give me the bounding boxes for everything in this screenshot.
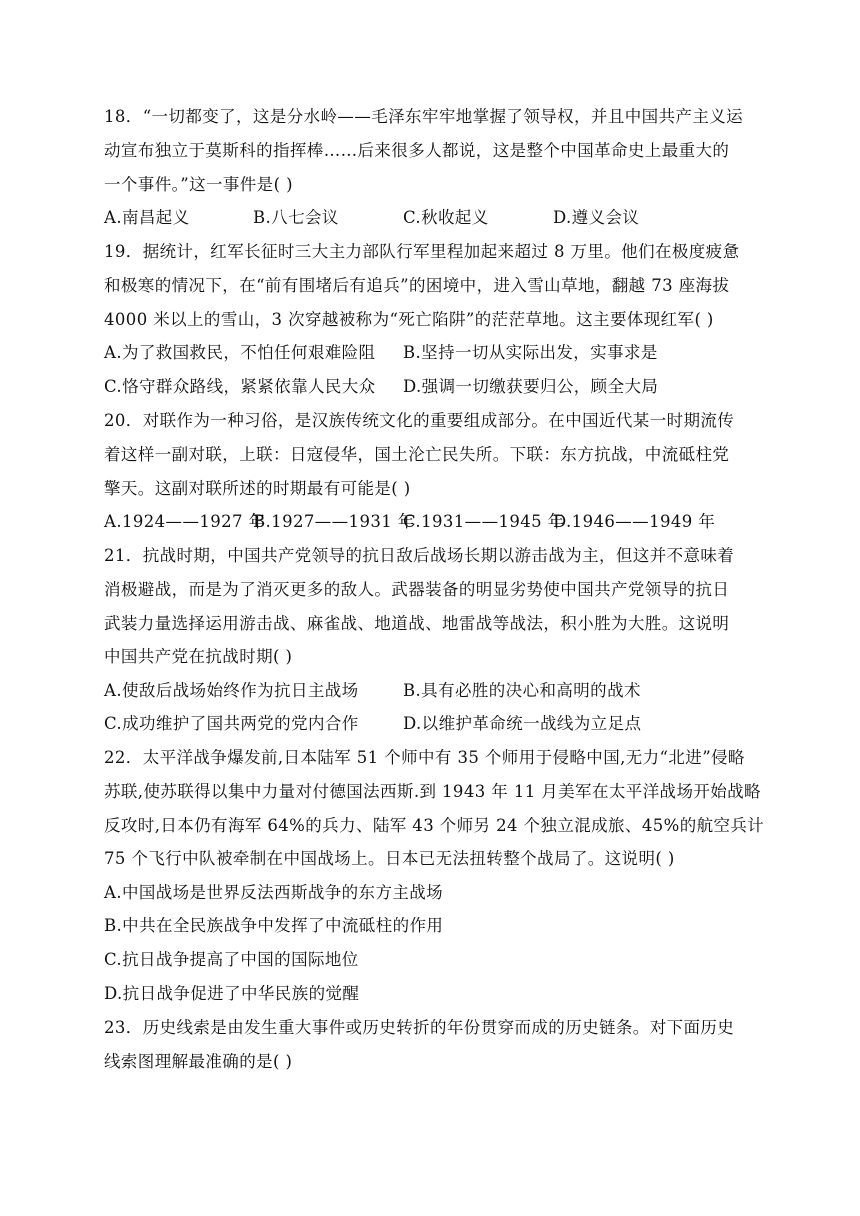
option-d[interactable]: D.抗日战争促进了中华民族的觉醒 <box>104 984 360 1003</box>
option-a[interactable]: A.1924——1927 年 <box>104 512 266 531</box>
option-b[interactable]: B.八七会议 <box>253 208 339 227</box>
question-text-line: 20．对联作为一种习俗，是汉族传统文化的重要组成部分。在中国近代某一时期流传 <box>104 411 735 430</box>
option-b[interactable]: B.坚持一切从实际出发，实事求是 <box>403 343 658 362</box>
option-b[interactable]: B.具有必胜的决心和高明的战术 <box>403 681 641 700</box>
question-text-line: 和极寒的情况下，在“前有围堵后有追兵”的困境中，进入雪山草地，翻越 73 座海拔 <box>104 276 730 295</box>
question-text-line: 22．太平洋战争爆发前,日本陆军 51 个师中有 35 个师用于侵略中国,无力“北进”侵略 <box>104 748 745 767</box>
question-text-line: 消极避战，而是为了消灭更多的敌人。武器装备的明显劣势使中国共产党领导的抗日 <box>104 580 730 599</box>
question-text-line: 反攻时,日本仍有海军 64%的兵力、陆军 43 个师另 24 个独立混成旅、45%的航空兵计 <box>104 816 765 835</box>
question-text-line: 中国共产党在抗战时期( ) <box>104 647 293 666</box>
option-d[interactable]: D.强调一切缴获要归公，顾全大局 <box>403 377 659 396</box>
question-text-line: 擎天。这副对联所述的时期最有可能是( ) <box>104 479 411 498</box>
option-a[interactable]: A.为了救国救民，不怕任何艰难险阻 <box>104 343 376 362</box>
question-text-line: 动宣布独立于莫斯科的指挥棒……后来很多人都说，这是整个中国革命史上最重大的 <box>104 141 730 160</box>
question-text-line: 75 个飞行中队被牵制在中国战场上。日本已无法扭转整个战局了。这说明( ) <box>104 849 675 868</box>
option-d[interactable]: D.遵义会议 <box>553 208 640 227</box>
option-c[interactable]: C.成功维护了国共两党的党内合作 <box>104 714 359 733</box>
question-text-line: 19．据统计，红军长征时三大主力部队行军里程加起来超过 8 万里。他们在极度疲惫 <box>104 242 740 261</box>
question-text-line: 4000 米以上的雪山，3 次穿越被称为“死亡陷阱”的茫茫草地。这主要体现红军( ) <box>104 310 714 329</box>
question-text-line: 线索图理解最准确的是( ) <box>104 1052 293 1071</box>
option-a[interactable]: A.中国战场是世界反法西斯战争的东方主战场 <box>104 883 444 902</box>
option-d[interactable]: D.以维护革命统一战线为立足点 <box>403 714 642 733</box>
question-text-line: 一个事件。”这一事件是( ) <box>104 175 293 194</box>
option-b[interactable]: B.中共在全民族战争中发挥了中流砥柱的作用 <box>104 916 444 935</box>
option-d[interactable]: D.1946——1949 年 <box>553 512 716 531</box>
question-text-line: 着这样一副对联，上联：日寇侵华，国土沦亡民失所。下联：东方抗战，中流砥柱党 <box>104 445 730 464</box>
option-c[interactable]: C.1931——1945 年 <box>403 512 565 531</box>
question-text-line: 21．抗战时期，中国共产党领导的抗日敌后战场长期以游击战为主，但这并不意味着 <box>104 546 735 565</box>
option-c[interactable]: C.恪守群众路线，紧紧依靠人民大众 <box>104 377 376 396</box>
option-b[interactable]: B.1927——1931 年 <box>253 512 415 531</box>
question-text-line: 武装力量选择运用游击战、麻雀战、地道战、地雷战等战法，积小胜为大胜。这说明 <box>104 614 730 633</box>
question-text-line: 18．“一切都变了，这是分水岭——毛泽东牢牢地掌握了领导权，并且中国共产主义运 <box>104 107 744 126</box>
option-a[interactable]: A.南昌起义 <box>104 208 190 227</box>
option-a[interactable]: A.使敌后战场始终作为抗日主战场 <box>104 681 359 700</box>
question-text-line: 23．历史线索是由发生重大事件或历史转折的年份贯穿而成的历史链条。对下面历史 <box>104 1018 735 1037</box>
option-c[interactable]: C.抗日战争提高了中国的国际地位 <box>104 950 359 969</box>
question-text-line: 苏联,使苏联得以集中力量对付德国法西斯.到 1943 年 11 月美军在太平洋战场开始战略 <box>104 782 761 801</box>
option-c[interactable]: C.秋收起义 <box>403 208 489 227</box>
